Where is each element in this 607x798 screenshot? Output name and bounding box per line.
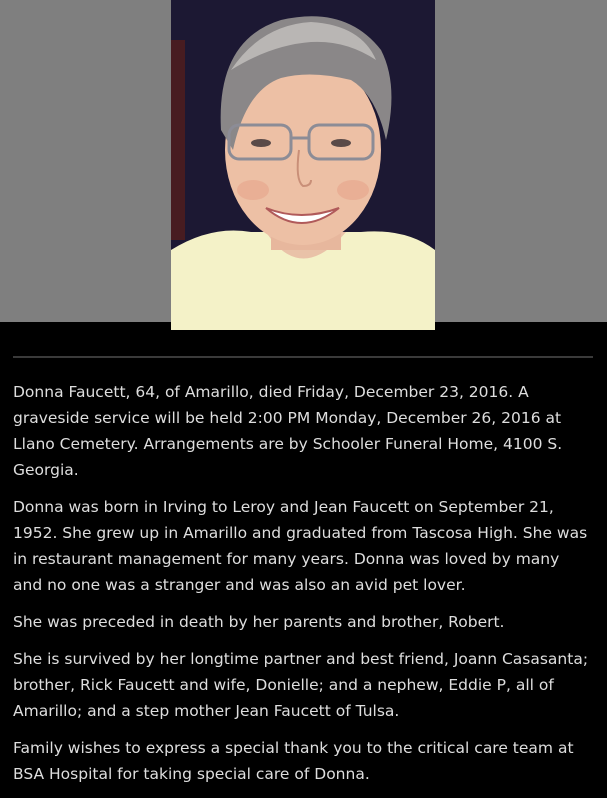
paragraph-biography: Donna was born in Irving to Leroy and Jean Faucett on September 21, 1952. She grew up in Amarillo and graduated from Tascosa High. She was in restaurant management for many years. Donna was loved by many and no one was a stranger and was also an avid pet lover.	[13, 498, 588, 594]
divider	[13, 356, 593, 358]
portrait-photo	[171, 0, 435, 330]
paragraph-announcement: Donna Faucett, 64, of Amarillo, died Friday, December 23, 2016. A graveside service will be held 2:00 PM Monday, December 26, 2016 at Llano Cemetery. Arrangements are by Schooler Funeral Home, 4100 S. Georgia.	[13, 383, 563, 479]
paragraph-preceded: She was preceded in death by her parents and brother, Robert.	[13, 613, 505, 631]
obituary-text	[13, 379, 593, 798]
paragraph-survived: She is survived by her longtime partner and best friend, Joann Casasanta; brother, Rick Faucett and wife, Donielle; and a nephew, Eddie P, all of Amarillo; and a step mother Jean Faucett of Tulsa.	[13, 650, 589, 720]
paragraph-thanks: Family wishes to express a special thank you to the critical care team at BSA Hospital for taking special care of Donna.	[13, 739, 574, 783]
portrait-illustration	[171, 0, 435, 330]
